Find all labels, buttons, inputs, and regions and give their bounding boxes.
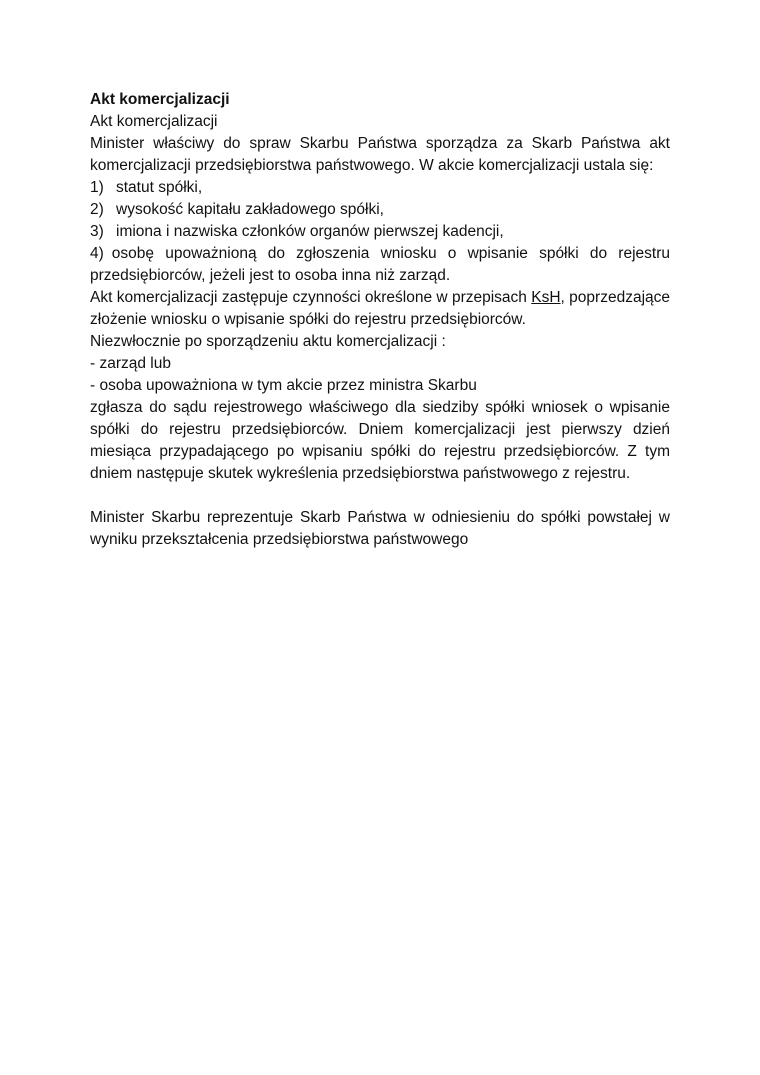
document-subheading: Akt komercjalizacji: [90, 113, 218, 130]
list-item: [90, 243, 670, 265]
dash-item: - zarząd lub: [90, 355, 171, 372]
list-item-number: 3): [90, 223, 104, 240]
dash-item: - osoba upoważniona w tym akcie przez ministra Skarbu: [90, 377, 477, 394]
document-body: [90, 89, 670, 551]
list-item-number: 2): [90, 201, 104, 218]
paragraph-registration: zgłasza do sądu rejestrowego właściwego dla siedziby spółki wniosek o wpisanie spółki do rejestru przedsiębiorców. Dniem komercjalizacji jest pierwszy dzień miesiąca przypadającego po wpisaniu spółki do rejestru przedsiębiorców. Z tym dniem następuje skutek wykreślenia przedsiębiorstwa państwowego z rejestru.: [90, 399, 670, 482]
paragraph-intro: Minister właściwy do spraw Skarbu Państwa sporządza za Skarb Państwa akt komercjalizacji przedsiębiorstwa państwowego. W akcie komercjalizacji ustala się:: [90, 135, 670, 174]
paragraph-minister: Minister Skarbu reprezentuje Skarb Państwa w odniesieniu do spółki powstałej w wyniku przekształcenia przedsiębiorstwa państwowego: [90, 509, 670, 548]
ksh-link[interactable]: KsH: [531, 289, 561, 306]
list-item-continuation: przedsiębiorców, jeżeli jest to osoba inna niż zarząd.: [90, 267, 451, 284]
paragraph-replaces: [90, 287, 670, 331]
provisions-list: [90, 177, 670, 265]
list-item-number: 1): [90, 179, 104, 196]
paragraph-replaces-start: Akt komercjalizacji zastępuje czynności określone w przepisach: [90, 289, 532, 306]
document-heading: Akt komercjalizacji: [90, 91, 230, 108]
list-item: [90, 177, 670, 199]
list-item: [90, 199, 670, 221]
list-item-number: 4): [90, 245, 104, 262]
list-item: [90, 221, 670, 243]
list-item-text: imiona i nazwiska członków organów pierwszej kadencji,: [116, 223, 504, 240]
list-item-text: wysokość kapitału zakładowego spółki,: [116, 201, 384, 218]
paragraph-immediately: Niezwłocznie po sporządzeniu aktu komercjalizacji :: [90, 333, 446, 350]
list-item-text: statut spółki,: [116, 179, 203, 196]
paragraph-replaces-end: , poprzedzające złożenie wniosku o wpisanie spółki do rejestru przedsiębiorców.: [90, 289, 671, 328]
paragraph-spacer: [90, 485, 670, 507]
list-item-text: osobę upoważnioną do zgłoszenia wniosku o wpisanie spółki do rejestru: [111, 245, 670, 262]
